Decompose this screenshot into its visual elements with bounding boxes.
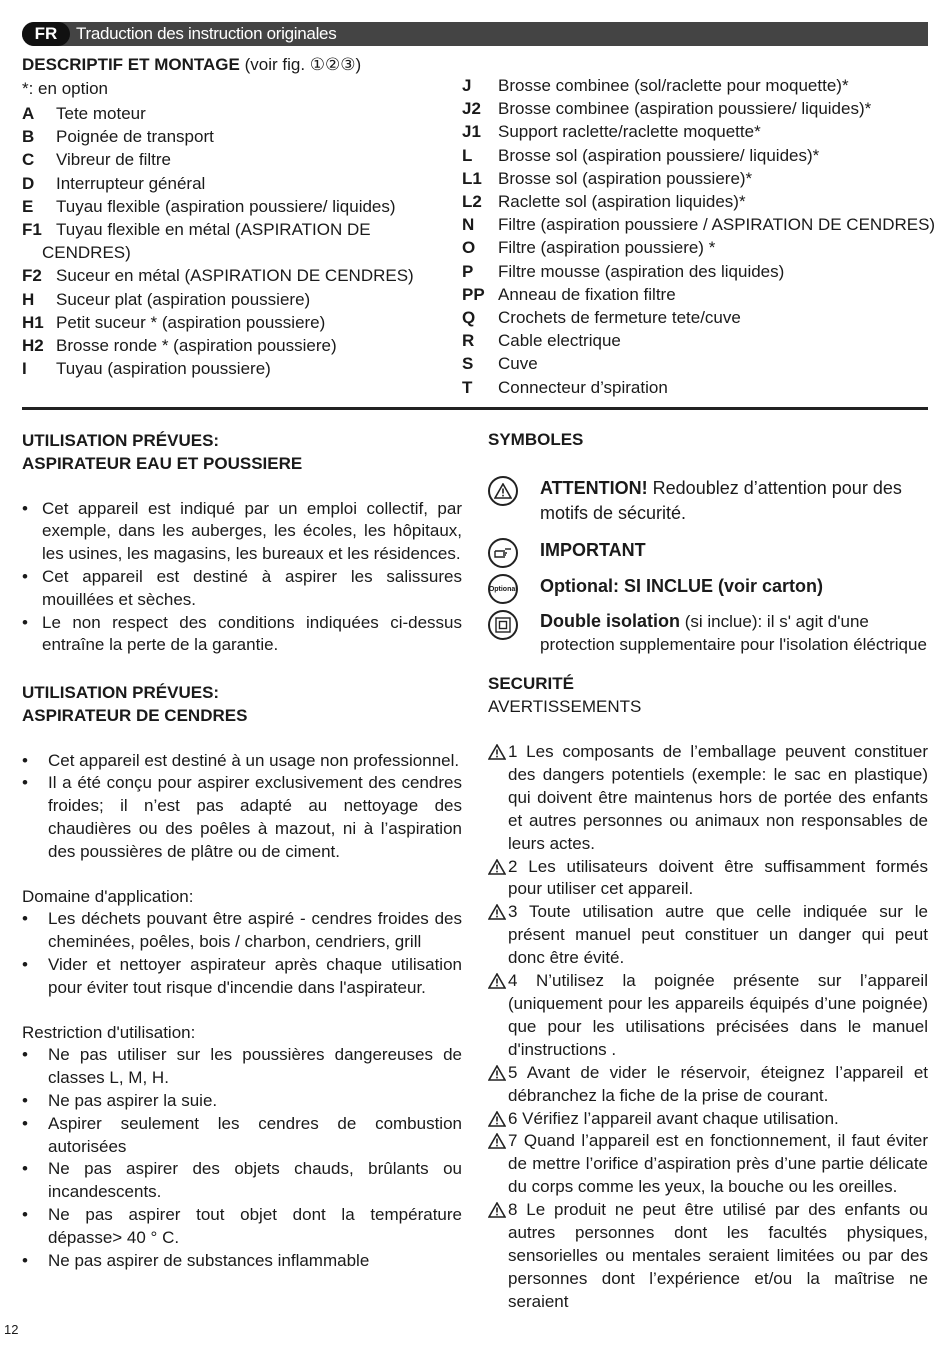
usage2-title1: UTILISATION PRÉVUES: <box>22 683 220 702</box>
part-item <box>462 283 928 306</box>
part-key: J2 <box>462 99 481 119</box>
warning-text: 7 Quand l’appareil est en fonctionnement, il faut éviter de mettre l’orifice d’aspiration près d’une partie délicate du corps comme les yeux, la bouche ou les oreilles. <box>508 1131 928 1197</box>
warning-text: 1 Les composants de l’emballage peuvent constituer des dangers potentiels (exemple: le sac en plastique) qui doivent être maintenus hors de portée des enfants et autres personnes ou animaux non responsables de leurs actes. <box>508 742 928 853</box>
part-label: Cuve <box>498 354 538 374</box>
part-label: Brosse combinee (aspiration poussiere/ liquides)* <box>498 99 872 119</box>
optional-text: Optional: SI INCLUE (voir carton) <box>540 576 824 596</box>
warning-text: 8 Le produit ne peut être utilisé par des enfants ou autres personnes dont les facultés physiques, sensorielles ou mentales seraient limitées ou par des personnes dont l’expérience et/ou la maîtrise ne seraient <box>508 1200 928 1311</box>
part-key: F1 <box>22 220 42 240</box>
symbol-optional <box>488 574 823 604</box>
list-item: • Ne pas utiliser sur les poussières dangereuses de classes L, M, H. <box>22 1044 462 1090</box>
part-item <box>462 376 928 399</box>
descriptif-title: DESCRIPTIF ET MONTAGE <box>22 55 240 74</box>
part-item <box>462 97 928 120</box>
part-label: Brosse ronde * (aspiration poussiere) <box>56 336 337 356</box>
list-item: • Il a été conçu pour aspirer exclusivement des cendres froides; il n’est pas adapté au nettoyage des chaudières ou des poêles à mazout, ni à l’aspiration des poussières de plâtre ou de ciment. <box>22 772 462 863</box>
list-item: • Cet appareil est destiné à un usage non professionnel. <box>22 750 462 773</box>
part-label: Poignée de transport <box>56 127 214 147</box>
securite-subtitle: AVERTISSEMENTS <box>488 697 642 716</box>
part-key: H <box>22 289 35 309</box>
part-label: Brosse sol (aspiration poussiere)* <box>498 168 753 188</box>
part-key: A <box>22 104 35 123</box>
page-number: 12 <box>4 1322 19 1337</box>
part-item <box>22 311 442 334</box>
symbol-double-isolation <box>488 610 928 656</box>
part-item <box>22 125 442 148</box>
part-label: Tuyau flexible en métal (ASPIRATION DE <box>56 220 371 240</box>
list-item: • Aspirer seulement les cendres de combustion autorisées <box>22 1113 462 1159</box>
warning-triangle-icon <box>488 973 506 996</box>
usage1-title2: ASPIRATEUR EAU ET POUSSIERE <box>22 453 303 473</box>
part-label: Raclette sol (aspiration liquides)* <box>498 192 746 212</box>
part-key: H2 <box>22 336 44 356</box>
warning-text: 6 Vérifiez l’appareil avant chaque utilisation. <box>508 1108 839 1128</box>
part-label: Interrupteur général <box>56 173 206 193</box>
part-key: F2 <box>22 266 42 286</box>
usage1-title1: UTILISATION PRÉVUES: <box>22 431 220 450</box>
double-isolation-icon <box>488 610 518 640</box>
part-label: Support raclette/raclette moquette* <box>498 122 761 142</box>
part-label: Cable electrique <box>498 331 621 351</box>
part-item <box>22 172 442 195</box>
part-item <box>462 236 928 259</box>
header-title: Traduction des instruction originales <box>76 24 337 43</box>
part-label: Brosse sol (aspiration poussiere/ liquides)* <box>498 145 820 165</box>
part-item <box>462 329 928 352</box>
part-key: D <box>22 173 35 193</box>
domain-list <box>22 908 462 999</box>
double-isolation-text: Double isolation (si inclue): il s' agit d'une protection supplementaire pour l'isolation éléctrique <box>540 611 927 654</box>
part-item <box>22 148 442 171</box>
warning-text: 3 Toute utilisation autre que celle indiquée sur le présent manuel peut constituer un danger qui peut donc être évité. <box>508 902 928 968</box>
part-key: S <box>462 354 474 374</box>
part-label: Filtre (aspiration poussiere) * <box>498 238 716 258</box>
list-item: • Ne pas aspirer de substances inflammable <box>22 1250 462 1273</box>
warning-item <box>488 901 928 970</box>
list-item: • Ne pas aspirer tout objet dont la température dépasse> 40 ° C. <box>22 1204 462 1250</box>
part-label: Crochets de fermeture tete/cuve <box>498 308 741 328</box>
warning-triangle-icon <box>488 859 506 882</box>
domain-title: Domaine d'application: <box>22 886 194 906</box>
section-divider <box>22 407 928 410</box>
part-item <box>462 74 928 97</box>
part-key: L2 <box>462 192 482 212</box>
warning-triangle-icon <box>488 1202 506 1225</box>
part-label: Filtre (aspiration poussiere / ASPIRATION DE CENDRES) <box>498 215 936 235</box>
symbol-attention <box>488 476 928 526</box>
descriptif-fig: (voir fig. ①②③) <box>244 55 362 74</box>
warning-item <box>488 856 928 902</box>
part-key: PP <box>462 284 485 304</box>
part-label: Suceur en métal (ASPIRATION DE CENDRES) <box>56 266 414 286</box>
warning-triangle-icon <box>488 904 506 927</box>
important-text: IMPORTANT <box>540 540 646 560</box>
part-label: Petit suceur * (aspiration poussiere) <box>56 312 326 332</box>
warning-triangle-icon <box>488 476 518 506</box>
attention-text: ATTENTION! Redoublez d’attention pour des motifs de sécurité. <box>540 478 902 523</box>
part-item <box>22 102 442 125</box>
part-key: P <box>462 261 474 281</box>
part-item <box>22 288 442 311</box>
part-label: Connecteur d’spiration <box>498 377 668 397</box>
part-label: Filtre mousse (aspiration des liquides) <box>498 261 785 281</box>
usage1-list <box>22 498 462 658</box>
part-item <box>462 306 928 329</box>
warning-triangle-icon <box>488 744 506 767</box>
list-item: • Vider et nettoyer aspirateur après chaque utilisation pour éviter tout risque d'incendie dans l'aspirateur. <box>22 954 462 1000</box>
warning-item <box>488 1062 928 1108</box>
part-item <box>462 190 928 213</box>
part-key: L <box>462 145 473 165</box>
usage2-list <box>22 750 462 864</box>
part-label: Anneau de fixation filtre <box>498 284 676 304</box>
warnings-list <box>488 741 928 1314</box>
part-key: L1 <box>462 168 482 188</box>
restriction-list <box>22 1044 462 1272</box>
parts-list-left <box>22 102 442 380</box>
part-label: Vibreur de filtre <box>56 150 171 170</box>
header-bar <box>22 22 928 46</box>
warning-triangle-icon <box>488 1065 506 1088</box>
optional-icon: Optional <box>488 574 518 604</box>
usage-cendres-section <box>22 682 462 1272</box>
securite-heading <box>488 672 641 718</box>
part-label: Suceur plat (aspiration poussiere) <box>56 289 311 309</box>
warning-item <box>488 741 928 856</box>
part-key: O <box>462 238 476 258</box>
part-label: Tuyau flexible (aspiration poussiere/ liquides) <box>56 196 396 216</box>
part-key: Q <box>462 308 476 328</box>
usage2-title2: ASPIRATEUR DE CENDRES <box>22 705 248 725</box>
warning-text: 4 N’utilisez la poignée présente sur l’appareil (uniquement pour les appareils équipés d’une poignée) que pour les utilisations précisées dans le manuel d'instructions . <box>508 971 928 1059</box>
warning-item <box>488 1108 928 1131</box>
part-item <box>462 144 928 167</box>
part-item <box>22 218 442 241</box>
part-item <box>22 334 442 357</box>
warning-text: 5 Avant de vider le réservoir, éteignez l’appareil et débranchez la fiche de la prise de courant. <box>508 1062 928 1105</box>
warning-triangle-icon <box>488 1133 506 1156</box>
part-key: E <box>22 196 34 216</box>
securite-title: SECURITÉ <box>488 674 574 693</box>
list-item: • Le non respect des conditions indiquées ci-dessus entraîne la perte de la garantie. <box>22 612 462 658</box>
part-label: Brosse combinee (sol/raclette pour moquette)* <box>498 76 849 95</box>
part-key: H1 <box>22 312 44 332</box>
symboles-title: SYMBOLES <box>488 430 584 449</box>
list-item: • Ne pas aspirer la suie. <box>22 1090 462 1113</box>
symbol-important <box>488 538 646 568</box>
part-item <box>462 213 936 236</box>
list-item: • Les déchets pouvant être aspiré - cendres froides des cheminées, poêles, bois / charbon, cendriers, grill <box>22 908 462 954</box>
parts-list-right <box>462 74 936 399</box>
part-key: J <box>462 76 472 95</box>
usage-eau-section <box>22 430 462 657</box>
part-item <box>22 195 442 218</box>
part-key: R <box>462 331 475 351</box>
warning-item <box>488 970 928 1062</box>
part-label-continuation: CENDRES) <box>42 243 131 263</box>
part-item <box>462 260 928 283</box>
language-badge: FR <box>22 22 70 46</box>
part-label: Tuyau (aspiration poussiere) <box>56 359 271 379</box>
warning-text: 2 Les utilisateurs doivent être suffisamment formés pour utiliser cet appareil. <box>508 856 928 899</box>
option-note: *: en option <box>22 79 109 98</box>
part-key: B <box>22 127 35 147</box>
part-key: J1 <box>462 122 481 142</box>
part-item <box>22 357 442 380</box>
descriptif-heading <box>22 55 361 75</box>
list-item: • Ne pas aspirer des objets chauds, brûlants ou incandescents. <box>22 1158 462 1204</box>
part-label: Tete moteur <box>56 104 146 123</box>
part-item <box>22 264 442 287</box>
part-key: N <box>462 215 475 235</box>
part-key: C <box>22 150 35 170</box>
warning-item <box>488 1199 928 1314</box>
part-key: T <box>462 377 473 397</box>
list-item: • Cet appareil est indiqué par un emploi collectif, par exemple, dans les auberges, les écoles, les hôpitaux, les usines, les magasins, les bureaux et les résidences. <box>22 498 462 566</box>
part-item <box>462 352 928 375</box>
list-item: • Cet appareil est destiné à aspirer les salissures mouillées et sèches. <box>22 566 462 612</box>
restriction-title: Restriction d'utilisation: <box>22 1022 196 1042</box>
pointing-hand-icon <box>488 538 518 568</box>
warning-item <box>488 1130 928 1199</box>
part-key: I <box>22 359 27 379</box>
part-item <box>462 120 928 143</box>
part-item <box>462 167 928 190</box>
